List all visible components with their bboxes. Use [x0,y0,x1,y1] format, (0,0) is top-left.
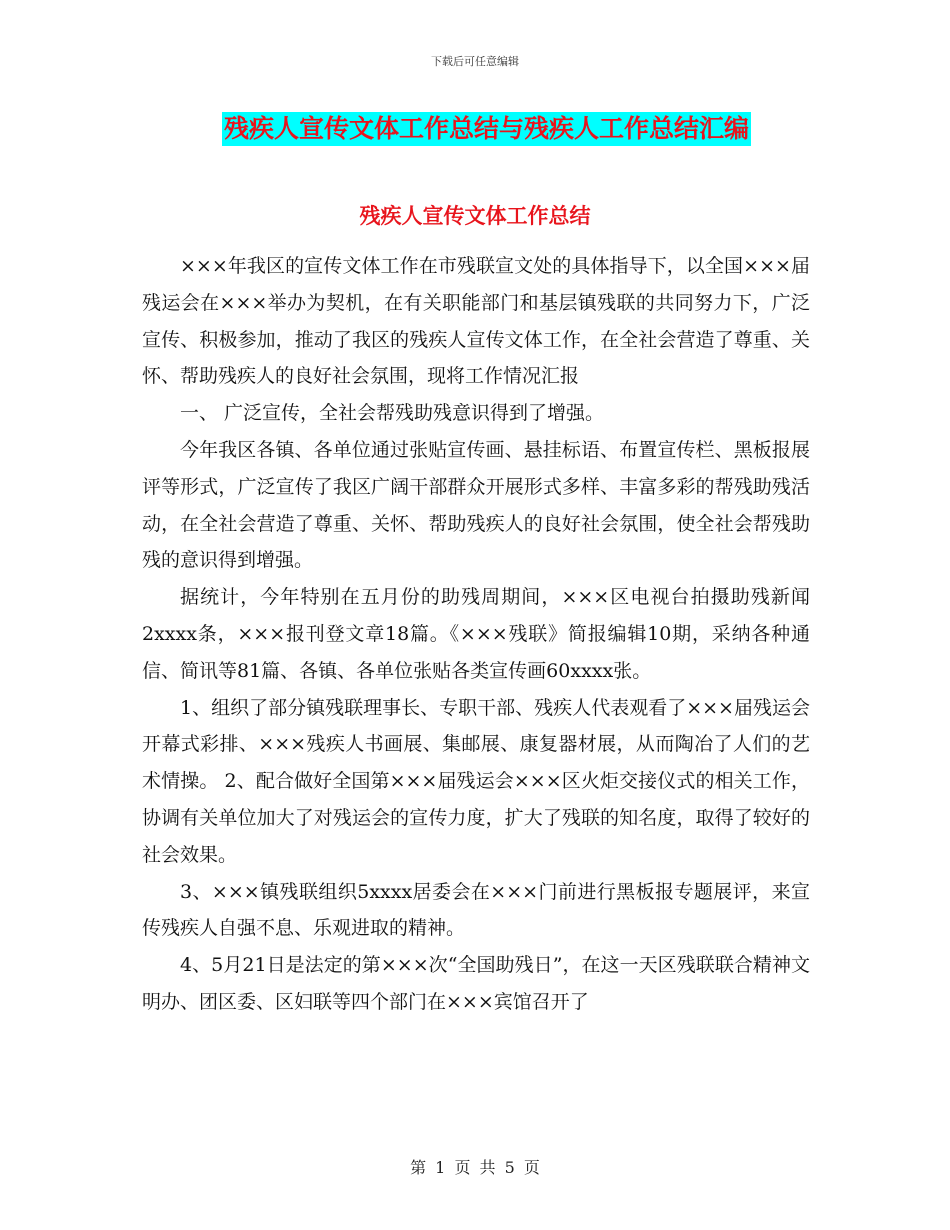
paragraph-publicity: 今年我区各镇、各单位通过张贴宣传画、悬挂标语、布置宣传栏、黑板报展评等形式，广泛宣传了我区广阔干部群众开展形式多样、丰富多彩的帮残助残活动，在全社会营造了尊重、关怀、帮助残疾人的良好社会氛围，使全社会帮残助残的意识得到增强。 [142,438,810,572]
paragraph-heading-1: 一、 广泛宣传，全社会帮残助残意识得到了增强。 [180,402,605,425]
document-body [142,248,810,1021]
section-title: 残疾人宣传文体工作总结 [359,204,591,228]
paragraph-item-3: 3、×××镇残联组织5xxxx居委会在×××门前进行黑板报专题展评，来宣传残疾人自强不息、乐观进取的精神。 [142,880,810,940]
paragraph-statistics: 据统计，今年特别在五月份的助残周期间，×××区电视台拍摄助残新闻2xxxx条，×××报刊登文章18篇。《×××残联》简报编辑10期，采纳各种通信、简讯等81篇、各镇、各单位张贴各类宣传画60xxxx张。 [142,586,810,682]
paragraph-item-1-2: 1、组织了部分镇残联理事长、专职干部、残疾人代表观看了×××届残运会开幕式彩排、×××残疾人书画展、集邮展、康复器材展，从而陶冶了人们的艺术情操。 2、配合做好全国第×××届残运会×××区火炬交接仪式的相关工作，协调有关单位加大了对残运会的宣传力度，扩大了残联的知名度，取得了较好的社会效果。 [142,696,810,866]
paragraph-item-4: 4、5月21日是法定的第×××次“全国助残日”，在这一天区残联联合精神文明办、团区委、区妇联等四个部门在×××宾馆召开了 [142,954,810,1013]
page-footer: 第 1 页 共 5 页 [410,1158,540,1177]
paragraph-intro: ×××年我区的宣传文体工作在市残联宣文处的具体指导下，以全国×××届残运会在×××举办为契机，在有关职能部门和基层镇残联的共同努力下，广泛宣传、积极参加，推动了我区的残疾人宣传文体工作，在全社会营造了尊重、关怀、帮助残疾人的良好社会氛围，现将工作情况汇报 [142,255,810,388]
header-note: 下载后可任意编辑 [431,55,519,68]
document-main-title: 残疾人宣传文体工作总结与残疾人工作总结汇编 [222,112,751,146]
